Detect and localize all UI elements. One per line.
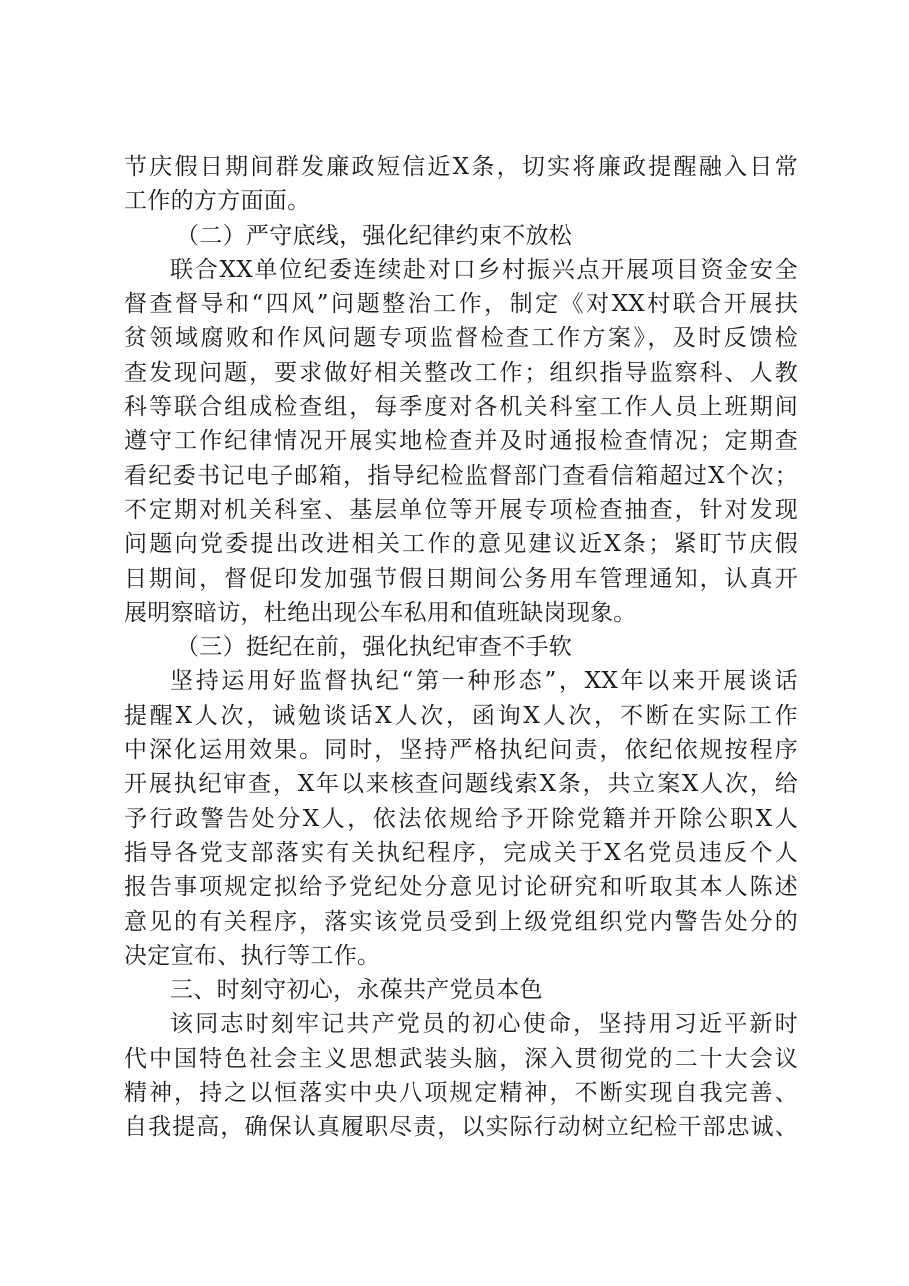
text-line: 予行政警告处分X人，依法依规给予开除党籍并开除公职X人: [124, 805, 798, 832]
text-line: 该同志时刻牢记共产党员的初心使命，坚持用习近平新时: [170, 1011, 798, 1038]
text-line: 决定宣布、执行等工作。: [124, 942, 381, 969]
text-line: 中深化运用效果。同时，坚持严格执纪问责，依纪依规按程序: [124, 737, 798, 764]
text-line: 问题向党委提出改进相关工作的意见建议近X条；紧盯节庆假: [124, 531, 798, 558]
text-line: 联合XX单位纪委连续赴对口乡村振兴点开展项目资金安全: [170, 256, 798, 283]
text-line: 报告事项规定拟给予党纪处分意见讨论研究和听取其本人陈述: [124, 874, 798, 901]
text-line: 遵守工作纪律情况开展实地检查并及时通报检查情况；定期查: [124, 428, 798, 455]
text-line: 督查督导和“四风”问题整治工作，制定《对XX村联合开展扶: [124, 291, 798, 318]
text-line: 提醒X人次，诫勉谈话X人次，函询X人次，不断在实际工作: [124, 702, 798, 729]
text-line: 科等联合组成检查组，每季度对各机关科室工作人员上班期间: [124, 394, 798, 421]
text-line: 贫领域腐败和作风问题专项监督检查工作方案》，及时反馈检: [124, 325, 798, 352]
section-heading: 三、时刻守初心，永葆共产党员本色: [170, 977, 543, 1004]
text-line: 节庆假日期间群发廉政短信近X条，切实将廉政提醒融入日常: [124, 154, 798, 180]
text-line: 查发现问题，要求做好相关整改工作；组织指导监察科、人教: [124, 359, 798, 386]
text-line: 意见的有关程序，落实该党员受到上级党组织党内警告处分的: [124, 908, 798, 935]
text-line: 代中国特色社会主义思想武装头脑，深入贯彻党的二十大会议: [124, 1045, 798, 1072]
text-line: 开展执纪审查，X年以来核查问题线索X条，共立案X人次，给: [124, 771, 798, 798]
text-line: 展明察暗访，杜绝出现公车私用和值班缺岗现象。: [124, 599, 637, 626]
text-line: 坚持运用好监督执纪“第一种形态”，XX年以来开展谈话: [170, 668, 798, 695]
text-line: 精神，持之以恒落实中央八项规定精神，不断实现自我完善、: [124, 1080, 798, 1107]
text-line: 日期间，督促印发加强节假日期间公务用车管理通知，认真开: [124, 565, 798, 592]
text-line: 自我提高，确保认真履职尽责，以实际行动树立纪检干部忠诚、: [124, 1114, 798, 1141]
text-line: 不定期对机关科室、基层单位等开展专项检查抽查，针对发现: [124, 496, 798, 523]
text-line: 指导各党支部落实有关执纪程序，完成关于X名党员违反个人: [124, 839, 798, 866]
section-heading: （三）挺纪在前，强化执纪审查不手软: [176, 634, 573, 661]
section-heading: （二）严守底线，强化纪律约束不放松: [176, 222, 573, 249]
text-line: 看纪委书记电子邮箱，指导纪检监督部门查看信箱超过X个次；: [124, 462, 798, 489]
document-body: [124, 150, 798, 1145]
text-line: 工作的方方面面。: [124, 188, 311, 215]
